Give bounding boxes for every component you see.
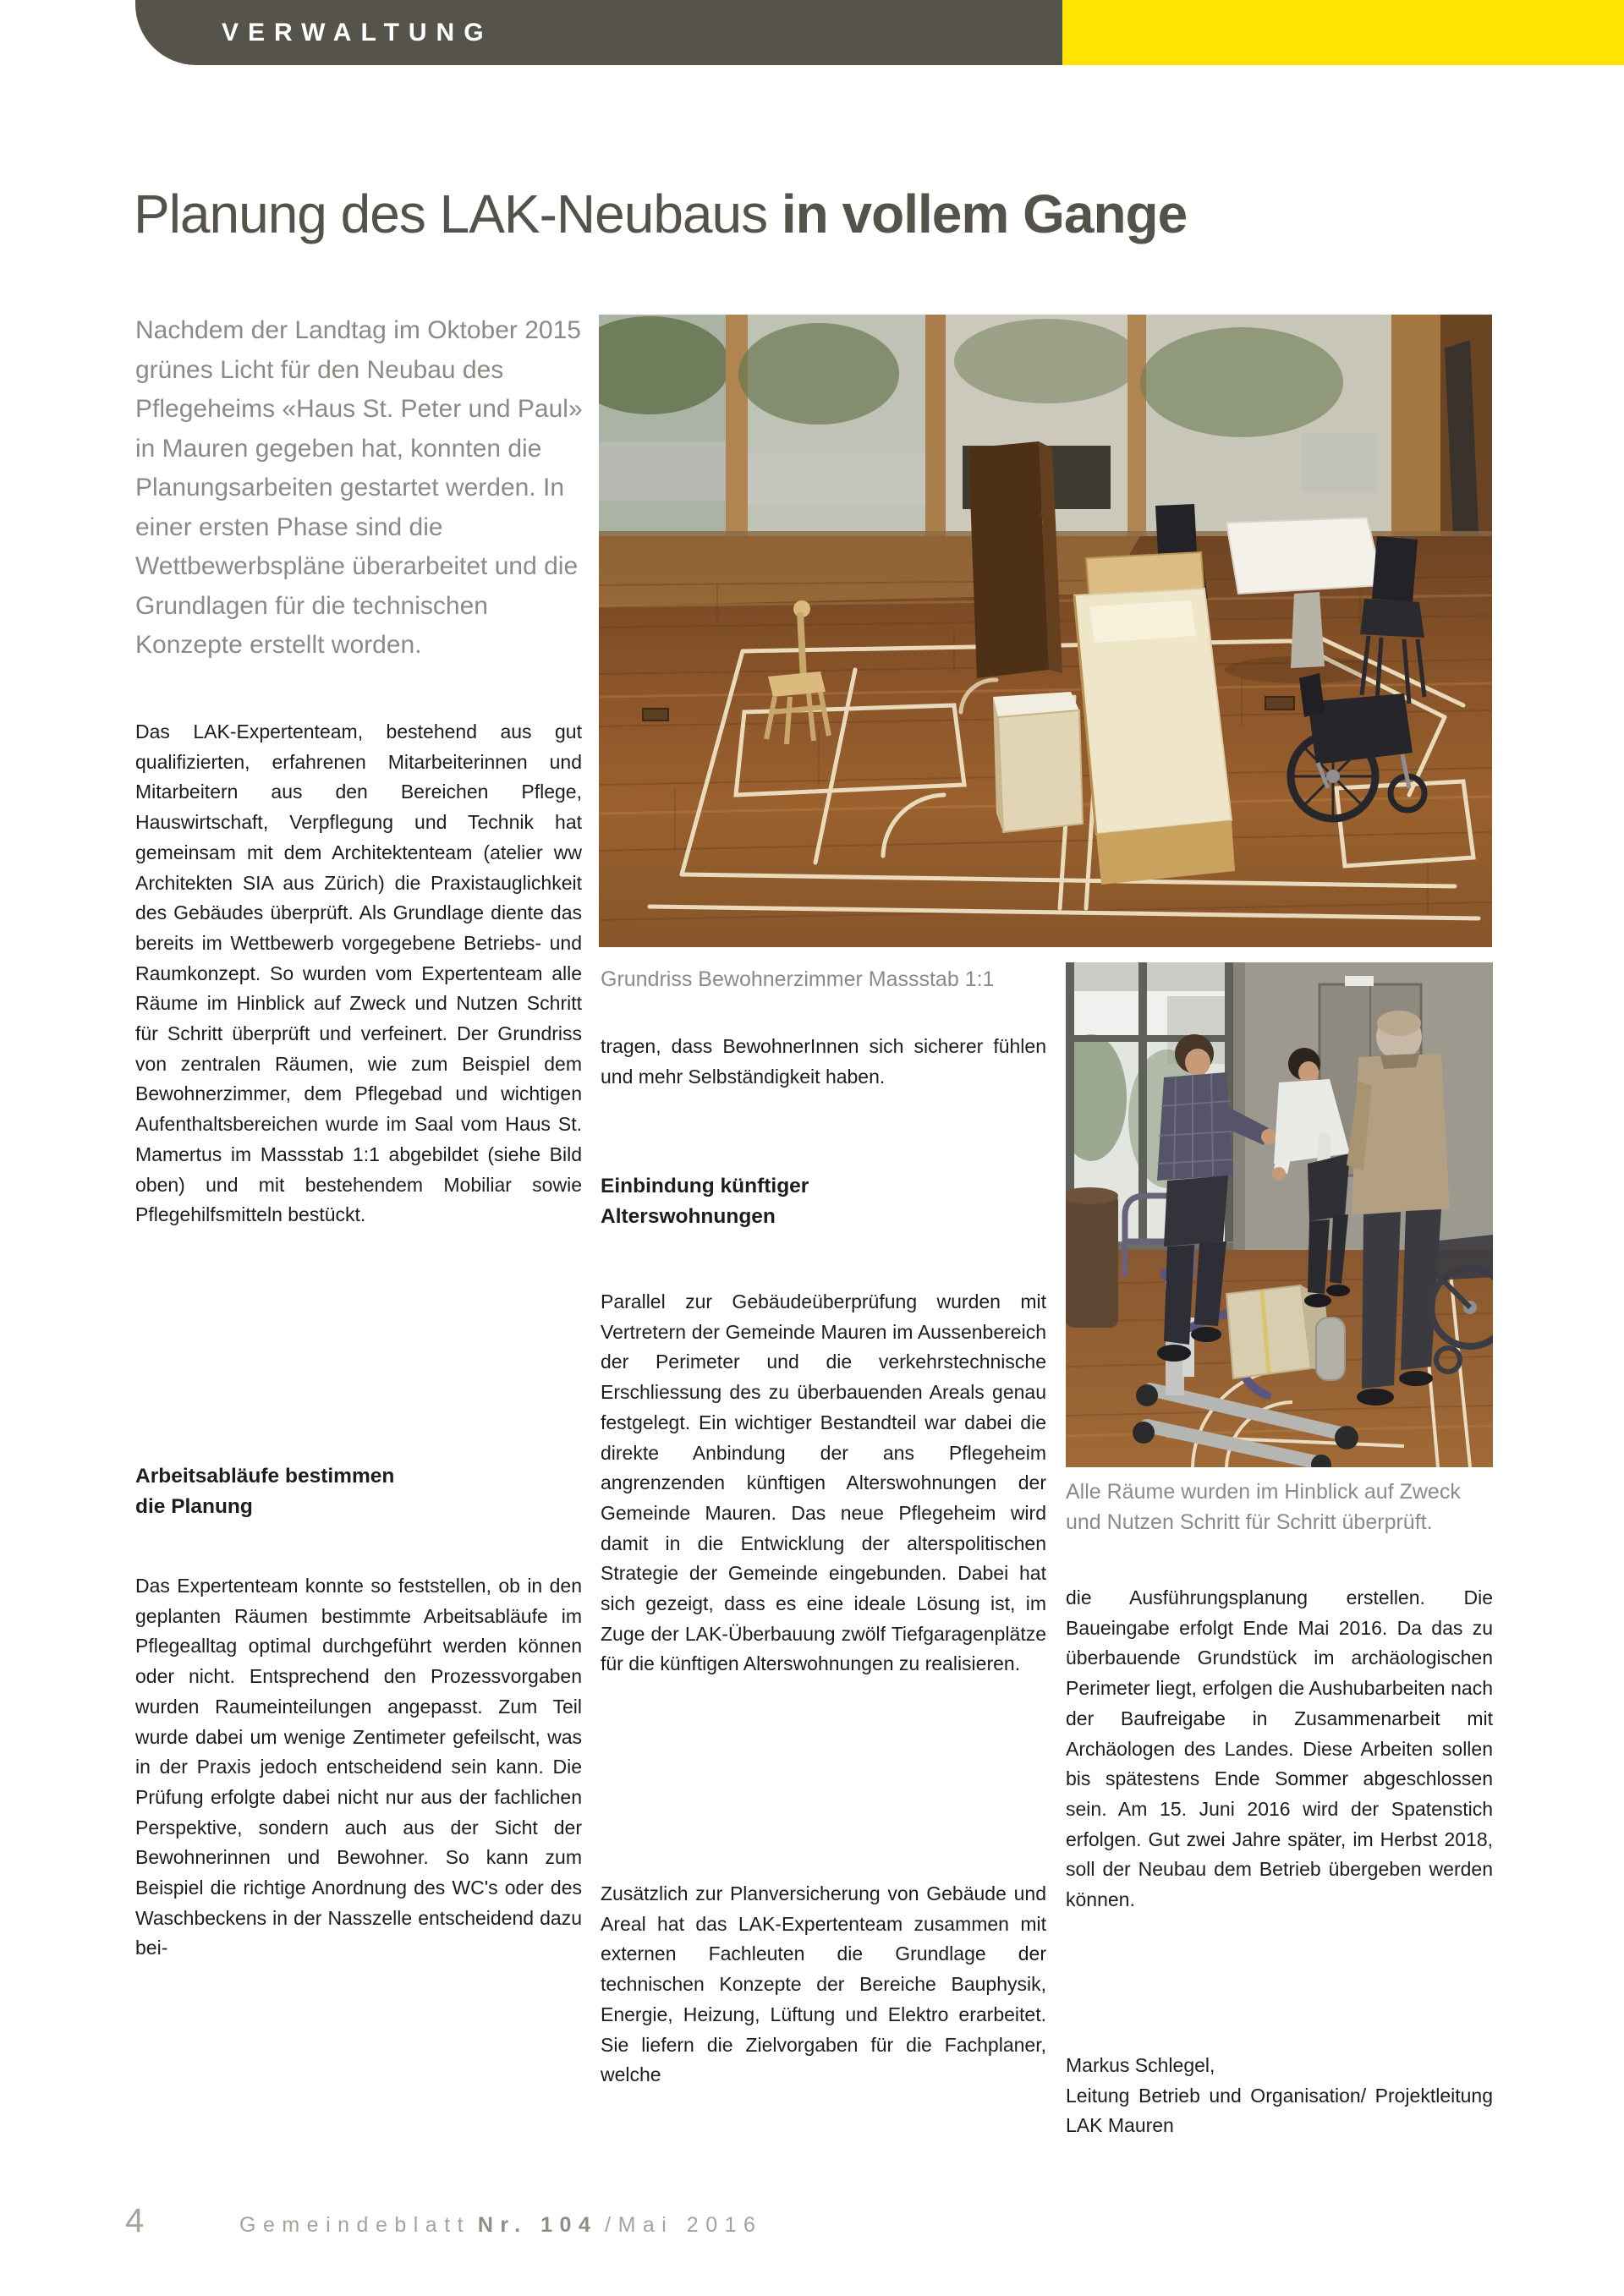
section-label: VERWALTUNG: [222, 18, 493, 47]
article-title: [134, 183, 1504, 245]
paragraph-arbeitsablaeufe: Das Expertenteam konnte so feststellen, ob in den geplanten Räumen bestimmte Arbeitsabläufe im Pflegealltag optimal durchgeführt werden können oder nicht. Entsprechend den Prozessvorgaben wurden Raumeinteilungen angepasst. Zum Teil wurde dabei um wenige Zentimeter gefeilscht, was in der Praxis jedoch entscheidend sein kann. Die Prüfung erfolgte dabei nicht nur aus der fachlichen Perspektive, sondern auch aus der Sicht der Bewohnerinnen und Bewohner. So kann zum Beispiel die richtige Anordnung des WC's oder des Waschbeckens in der Nasszelle entscheidend dazu bei-: [135, 1575, 582, 1959]
caption-floorplan-photo: Grundriss Bewohnerzimmer Massstab 1:1: [601, 967, 995, 991]
subhead-einbindung: [601, 1171, 1046, 1232]
lectern-box: [968, 441, 1062, 678]
paragraph-expert-team: Das LAK-Expertenteam, bestehend aus gut qualifizierten, erfahrenen Mitarbeiterinnen und Mitarbeitern aus den Bereichen Pflege, Hauswirtschaft, Verpflegung und Technik hat gemeinsam mit dem Architektenteam (atelier ww Architekten SIA aus Zürich) die Praxistauglichkeit des Gebäudes überprüft. Als Grundlage diente das bereits im Wettbewerb vorgegebene Betriebs- und Raumkonzept. So wurden vom Expertenteam alle Räume im Hinblick auf Zweck und Nutzen Schritt für Schritt überprüft und verfeinert. Der Grundriss von zentralen Räumen, wie zum Beispiel dem Bewohnerzimmer, dem Pflegebad und wichtigen Aufenthaltsbereichen wurde im Saal vom Haus St. Mamertus im Massstab 1:1 abgebildet (siehe Bild oben) und mit bestehendem Mobiliar sowie Pflegehilfsmitteln bestückt.: [135, 721, 582, 1226]
lead-paragraph: Nachdem der Landtag im Oktober 2015 grünes Licht für den Neubau des Pflegeheims «Haus St. Peter und Paul» in Mauren gegeben hat, konnten die Planungsarbeiten gestartet werden. In einer ersten Phase sind die Wettbewerbspläne überarbeitet und die Grundlagen für die technischen Konzepte erstellt worden.: [135, 316, 583, 659]
exit-sign: [1345, 976, 1374, 986]
article-title-bold: in vollem Gange: [781, 184, 1188, 244]
floorplan-room-illustration: [599, 315, 1492, 947]
subhead-arbeitsablaeufe: [135, 1461, 582, 1522]
signature-role: Leitung Betrieb und Organisation/ Projektleitung LAK Mauren: [1066, 2084, 1493, 2137]
paragraph-einbindung: Parallel zur Gebäudeüberprüfung wurden mit Vertretern der Gemeinde Mauren im Aussenbereich der Perimeter und die verkehrstechnische Erschliessung des zu überbauenden Areals genau festgelegt. Ein wichtiger Bestandteil war dabei die direkte Anbindung der ans Pflegeheim angrenzenden künftigen Alterswohnungen der Gemeinde Mauren. Das neue Pflegeheim wird damit in die Entwicklung der alterspolitischen Strategie der Gemeinde eingebunden. Dabei hat sich gezeigt, dass es eine ideale Lösung ist, im Zuge der LAK-Überbauung zwölf Tiefgaragenplätze für die künftigen Alterswohnungen zu realisieren.: [601, 1290, 1046, 1675]
signature-block: [1066, 2051, 1493, 2141]
section-banner: [135, 0, 1062, 65]
nightstand: [993, 692, 1083, 832]
accent-yellow-block: [1062, 0, 1624, 65]
subhead-arbeitsablaeufe-line1: Arbeitsabläufe bestimmen: [135, 1465, 395, 1488]
subhead-einbindung-line1: Einbindung künftiger: [601, 1175, 809, 1197]
page-number: 4: [125, 2202, 145, 2239]
footer-issue: Nr. 104: [477, 2213, 598, 2237]
subhead-einbindung-line2: Alterswohnungen: [601, 1205, 776, 1228]
footer-line: [239, 2213, 770, 2238]
photo-floorplan-room: [599, 315, 1492, 947]
caption-inspection-photo: Alle Räume wurden im Hinblick auf Zweck und Nutzen Schritt für Schritt überprüft.: [1066, 1480, 1461, 1534]
footer-magazine: Gemeindeblatt: [239, 2213, 471, 2237]
paragraph-ausfuehrung: die Ausführungsplanung erstellen. Die Baueingabe erfolgt Ende Mai 2016. Da das zu überbauende Grundstück im archäologischen Perimeter liegt, erfolgen die Aushubarbeiten nach der Baufreigabe in Zusammenarbeit mit Archäologen des Landes. Diese Arbeiten sollen bis spätestens Ende Sommer abgeschlossen sein. Am 15. Juni 2016 wird der Spatenstich erfolgen. Gut zwei Jahre später, im Herbst 2018, soll der Neubau dem Betrieb übergeben werden können.: [1066, 1586, 1493, 1911]
article-title-regular: Planung des LAK-Neubaus: [134, 184, 768, 244]
wall-divider: [1233, 962, 1245, 1250]
photo-inspection-lift: [1066, 962, 1493, 1467]
subhead-arbeitsablaeufe-line2: die Planung: [135, 1495, 253, 1518]
paragraph-continuation: tragen, dass BewohnerInnen sich sicherer fühlen und mehr Selbständigkeit haben.: [601, 1035, 1046, 1088]
signature-name: Markus Schlegel,: [1066, 2054, 1215, 2076]
footer-issue-suffix: /Mai 2016: [605, 2213, 763, 2237]
paragraph-konzepte: Zusätzlich zur Planversicherung von Gebäude und Areal hat das LAK-Expertenteam zusammen mit externen Fachleuten die Grundlage der technischen Konzepte der Bereiche Bauphysik, Energie, Heizung, Lüftung und Elektro erarbeitet. Sie liefern die Zielvorgaben für die Fachplaner, welche: [601, 1882, 1046, 2086]
inspection-illustration: [1066, 962, 1493, 1467]
side-cabinet: [1066, 1187, 1118, 1328]
